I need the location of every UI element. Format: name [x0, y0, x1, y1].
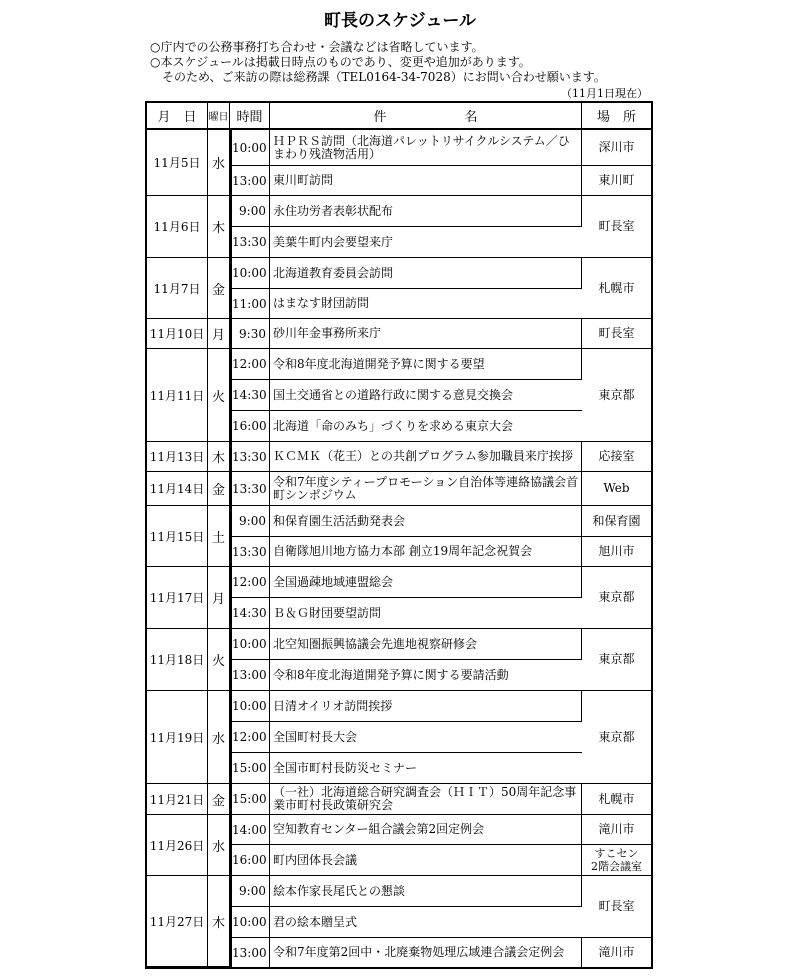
time-cell: 16:00	[230, 845, 270, 876]
subject-cell: 全国市町村長防災セミナー	[270, 753, 582, 784]
header-row	[147, 103, 651, 130]
place-cell: 滝川市	[598, 945, 635, 959]
header-time: 時間	[230, 103, 270, 130]
date-cell: 11月13日	[147, 442, 208, 472]
subject-cell: 日清オイリオ訪問挨拶	[270, 691, 582, 722]
place-cell: 旭川市	[582, 537, 651, 567]
dow-cell: 水	[208, 815, 230, 876]
schedule-body	[147, 130, 651, 967]
note-line: ○庁内での公務事務打ち合わせ・会議などは省略しています。	[150, 40, 484, 54]
time-cell: 16:00	[230, 411, 270, 442]
header-subject: 件 名	[270, 103, 582, 130]
dow-cell: 水	[208, 130, 230, 196]
schedule-row	[147, 567, 651, 598]
time-cell: 13:00	[230, 660, 270, 691]
subject-cell: 令和8年度北海道開発予算に関する要請活動	[270, 660, 582, 691]
subject-cell: ＫＣＭＫ（花王）との共創プログラム参加職員来庁挨拶	[270, 442, 582, 472]
place-line: 2階会議室	[591, 860, 642, 873]
subject-cell: 令和8年度北海道開発予算に関する要望	[270, 349, 582, 380]
schedule-row	[147, 506, 651, 537]
time-cell: 9:00	[230, 876, 270, 907]
subject-cell: （一社）北海道総合研究調査会（ＨＩＴ）50周年記念事業市町村長政策研究会	[270, 784, 582, 815]
subject-cell: 北空知圏振興協議会先進地視察研修会	[270, 629, 582, 660]
place-cell: Web	[582, 472, 651, 506]
date-cell: 11月6日	[147, 196, 208, 258]
subject-cell: 全国町村長大会	[270, 722, 582, 753]
time-cell: 12:00	[230, 567, 270, 598]
page-title: 町長のスケジュール	[324, 11, 476, 31]
place-line: すこセン	[594, 847, 639, 860]
dow-cell: 木	[208, 196, 230, 258]
date-cell: 11月27日	[147, 876, 208, 967]
schedule-row	[147, 784, 651, 815]
dow-cell: 月	[208, 319, 230, 349]
schedule-row	[147, 629, 651, 660]
time-cell: 13:00	[230, 166, 270, 196]
place-cell: 滝川市	[582, 815, 651, 845]
place-cell: 東京都	[582, 567, 651, 629]
header-place: 場 所	[582, 103, 651, 130]
subject-cell: 東川町訪問	[270, 166, 582, 196]
time-cell: 13:30	[230, 472, 270, 506]
time-cell: 10:00	[230, 907, 270, 938]
date-cell: 11月21日	[147, 784, 208, 815]
note-line: ○本スケジュールは掲載日時点のものであり、変更や追加があります。	[150, 55, 531, 69]
time-cell: 14:30	[230, 380, 270, 411]
place-cell	[582, 845, 651, 876]
schedule-row	[147, 130, 651, 166]
place-cell: 町長室	[582, 319, 651, 349]
time-cell: 15:00	[230, 753, 270, 784]
subject-cell: 町内団体長会議	[270, 845, 582, 876]
subject-cell: 令和7年度シティープロモーション自治体等連絡協議会首町シンポジウム	[270, 472, 582, 506]
time-cell: 10:00	[230, 258, 270, 289]
date-cell: 11月17日	[147, 567, 208, 629]
date-cell: 11月19日	[147, 691, 208, 784]
time-cell: 13:30	[230, 537, 270, 567]
subject-cell: ＨＰＲＳ訪問（北海道パレットリサイクルシステム／ひまわり残渣物活用）	[270, 130, 582, 166]
time-cell: 13:30	[230, 227, 270, 258]
schedule-row	[147, 442, 651, 472]
time-cell: 14:30	[230, 598, 270, 629]
subject-cell: 君の絵本贈呈式	[270, 907, 582, 938]
schedule-row	[147, 319, 651, 349]
subject-cell: 北海道教育委員会訪問	[270, 258, 582, 289]
dow-cell: 木	[208, 442, 230, 472]
time-cell: 13:30	[230, 442, 270, 472]
time-cell: 14:00	[230, 815, 270, 845]
date-cell: 11月5日	[147, 130, 208, 196]
place-cell: 応接室	[582, 442, 651, 472]
subject-cell: 永住功労者表彰状配布	[270, 196, 582, 227]
time-cell: 11:00	[230, 289, 270, 319]
time-cell: 10:00	[230, 130, 270, 166]
subject-cell: 美葉牛町内会要望来庁	[270, 227, 582, 258]
subject-cell: 絵本作家長尾氏との懇談	[270, 876, 582, 907]
place-cell: 町長室	[582, 876, 651, 938]
date-cell: 11月18日	[147, 629, 208, 691]
dow-cell: 火	[208, 349, 230, 442]
schedule-row	[147, 349, 651, 380]
dow-cell: 火	[208, 629, 230, 691]
dow-cell: 水	[208, 691, 230, 784]
time-cell: 9:00	[230, 196, 270, 227]
schedule-row	[147, 876, 651, 907]
schedule-row	[147, 815, 651, 845]
place-cell: 東京都	[582, 349, 651, 442]
dow-cell: 金	[208, 472, 230, 506]
time-cell: 12:00	[230, 722, 270, 753]
time-cell: 9:30	[230, 319, 270, 349]
subject-cell: 国土交通省との道路行政に関する意見交換会	[270, 380, 582, 411]
time-cell: 15:00	[230, 784, 270, 815]
notes	[150, 40, 606, 85]
dow-cell: 金	[208, 784, 230, 815]
place-cell: 札幌市	[582, 258, 651, 319]
dow-cell: 月	[208, 567, 230, 629]
as-of-date: （11月1日現在）	[561, 87, 648, 100]
place-cell: 和保育園	[582, 506, 651, 537]
time-cell: 10:00	[230, 691, 270, 722]
date-cell: 11月26日	[147, 815, 208, 876]
subject-cell: 空知教育センター組合議会第2回定例会	[270, 815, 582, 845]
time-cell: 12:00	[230, 349, 270, 380]
place-cell: 東京都	[582, 691, 651, 784]
subject-cell: はまなす財団訪問	[270, 289, 582, 319]
schedule-table	[145, 101, 653, 969]
schedule-row	[147, 691, 651, 722]
place-cell: 札幌市	[582, 784, 651, 815]
place-cell: 深川市	[582, 130, 651, 166]
schedule-row	[147, 472, 651, 506]
subject-cell: 令和7年度第2回中・北廃棄物処理広域連合議会定例会	[270, 938, 582, 967]
date-cell: 11月15日	[147, 506, 208, 567]
date-cell: 11月14日	[147, 472, 208, 506]
place-cell: 東川町	[582, 166, 651, 196]
subject-cell: 自衛隊旭川地方協力本部 創立19周年記念祝賀会	[270, 537, 582, 567]
subject-cell: 北海道「命のみち」づくりを求める東京大会	[270, 411, 582, 442]
subject-cell: Ｂ＆Ｇ財団要望訪問	[270, 598, 582, 629]
schedule-row	[147, 196, 651, 227]
dow-cell: 金	[208, 258, 230, 319]
header-dow: 曜日	[208, 103, 230, 130]
subject-cell: 和保育園生活活動発表会	[270, 506, 582, 537]
header-date: 月 日	[147, 103, 208, 130]
dow-cell: 土	[208, 506, 230, 567]
date-cell: 11月11日	[147, 349, 208, 442]
place-cell: 町長室	[582, 196, 651, 258]
time-cell: 10:00	[230, 629, 270, 660]
note-line: そのため、ご来訪の際は総務課（TEL0164-34-7028）にお問い合わせ願います。	[150, 70, 606, 84]
dow-cell: 木	[208, 876, 230, 967]
subject-cell: 砂川年金事務所来庁	[270, 319, 582, 349]
subject-cell: 全国過疎地域連盟総会	[270, 567, 582, 598]
time-cell: 9:00	[230, 506, 270, 537]
date-cell: 11月7日	[147, 258, 208, 319]
date-cell: 11月10日	[147, 319, 208, 349]
place-cell: 東京都	[582, 629, 651, 691]
schedule-row	[147, 258, 651, 289]
time-cell: 13:00	[230, 938, 270, 967]
